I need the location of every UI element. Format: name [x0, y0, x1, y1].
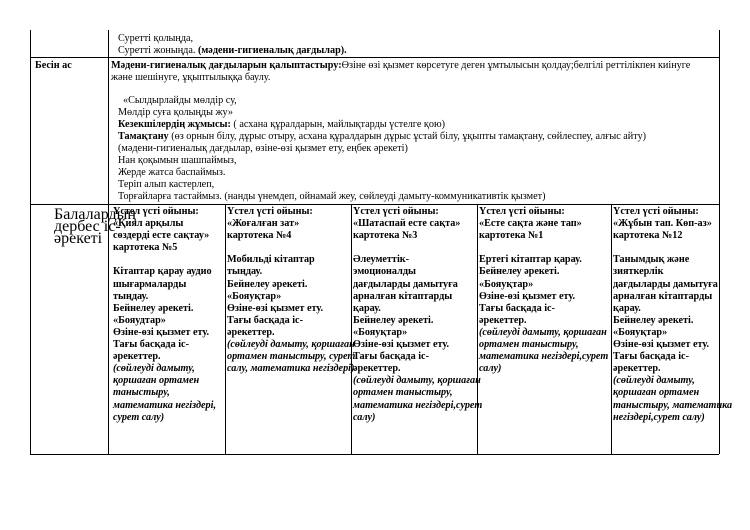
activity-bold-line: Өзіне-өзі қызмет ету. [479, 290, 575, 302]
activity-italic-line: (сөйлеуді дамыту, қоршаған [227, 339, 355, 351]
lunch-intro-bold: Мәдени-гигиеналық дағдыларын қалыптастыру: [111, 60, 342, 71]
activity-bold-line: дағдыларды дамытуға [353, 278, 458, 290]
activity-italic-line: (сөйлеуді дамыту, [613, 375, 695, 387]
activity-bold-line: «Бояуқтар» [227, 290, 282, 302]
activity-bold-line: әрекеттер. [479, 314, 527, 326]
activity-bold-line: Ертегі кітаптар қарау. [479, 254, 582, 266]
activity-italic-line: салу) [353, 411, 376, 423]
lunch-row-label: Бесін ас [35, 60, 72, 71]
table-bottom-border [30, 454, 719, 455]
lunch-poem-line-2: Мөлдір суға қолыңды жу» [118, 107, 233, 118]
activity-italic-line: қоршаған ортамен [613, 387, 700, 399]
activity-bold-line: Тағы басқада іс- [227, 314, 303, 326]
activity-italic-line: математика негіздері,сурет [479, 351, 609, 363]
activity-bold-line: «Қиял арқылы [113, 218, 184, 230]
row-divider-2 [30, 204, 719, 205]
top-row-line-2-bold: (мәдени-гигиеналық дағдылар). [197, 45, 347, 56]
column-divider-5 [611, 204, 612, 454]
lunch-rhyme-1: Нан қоқымын шашпаймыз, [118, 155, 237, 166]
activity-italic-line: математика негіздері, [113, 399, 216, 411]
activity-bold-line: Үстел үсті ойыны: [227, 206, 313, 217]
top-row-line-1: Суреттi қолыңда, [118, 33, 194, 44]
activity-bold-line: «Есте сақта және тап» [479, 218, 582, 230]
activity-bold-line: сөздерді есте сақтау» [113, 230, 210, 242]
activity-bold-line: Тағы басқада іс- [353, 351, 429, 363]
activity-italic-line: сурет салу) [113, 411, 165, 423]
activity-bold-line: Тағы басқада іс- [613, 351, 689, 363]
activity-column-2 [227, 206, 355, 375]
activity-bold-line: тыңдау. [113, 290, 149, 302]
activity-italic-line: қоршаған ортамен [113, 375, 200, 387]
top-row-line-2-text: Суреттi жоныңда. [118, 45, 196, 56]
lunch-duty-line [118, 119, 445, 131]
activity-bold-line [353, 242, 482, 254]
activity-bold-line: эмоционалды [353, 266, 416, 278]
activity-bold-line: картотека №12 [613, 230, 683, 242]
activity-bold-line [113, 254, 216, 266]
lunch-meal-tail: (мәдени-гигиеналық дағдылар, өзіне-өзі қызмет ету, еңбек әрекеті) [118, 143, 408, 154]
lunch-duty-text: ( асхана құралдарын, майлықтарды үстелге қою) [230, 119, 445, 130]
lunch-intro-text: Өзіне өзі қызмет көрсетуге деген ұмтылысын қолдау;белгілі реттілікпен киінуге [341, 60, 691, 71]
activity-bold-line: картотека №3 [353, 230, 418, 242]
activity-bold-line: картотека №4 [227, 230, 292, 242]
activity-bold-line: Мобильді кітаптар [227, 254, 315, 266]
activity-label-line: дербес іс- [54, 218, 121, 236]
top-row-line-2 [118, 45, 347, 57]
activity-label-line: Балалардың [54, 206, 136, 223]
lunch-meal-text: (өз орнын білу, дұрыс отыру, асхана құралдарын дұрыс ұстай білу, ұқыпты тамақтану, сөйлеспеу, алғыс айту) [168, 131, 647, 142]
activity-bold-line: Танымдық және [613, 254, 690, 266]
activity-bold-line: Бейнелеу әрекеті. [227, 278, 308, 290]
lunch-poem-line-1: «Сылдырлайды мөлдір су, [123, 95, 237, 106]
activity-bold-line: «Бояуқтар» [353, 326, 408, 338]
activity-bold-line: «Жоғалған зат» [227, 218, 300, 230]
activity-bold-line: зияткерлік [613, 266, 664, 278]
activity-italic-line: ортамен таныстыру, [479, 339, 579, 351]
activity-bold-line: «Жұбын тап. Көп-аз» [613, 218, 712, 230]
activity-bold-line: Үстел үсті ойыны: [613, 206, 699, 217]
activity-bold-line: дағдыларды дамытуға [613, 278, 718, 290]
activity-bold-line: Өзіне-өзі қызмет ету. [227, 302, 323, 314]
lunch-rhyme-4: Торғайларға тастаймыз. (нанды үнемдеп, ойнамай жеу, сөйлеуді дамыту-коммуникативтік қызмет) [118, 191, 546, 202]
activity-italic-line: ортамен таныстыру, [353, 387, 453, 399]
activity-italic-line: (сөйлеуді дамыту, [113, 363, 195, 375]
activity-column-4 [479, 206, 608, 375]
activity-bold-line: әрекеттер. [227, 326, 275, 338]
activity-bold-line: арналған кітаптарды [353, 290, 453, 302]
activity-italic-line: ортамен таныстыру, сурет [227, 351, 356, 363]
activity-bold-line: «Шатаспай есте сақта» [353, 218, 461, 230]
lunch-meal-bold: Тамақтану [118, 131, 169, 142]
activity-column-3 [353, 206, 482, 424]
row-divider-1 [30, 57, 719, 58]
activity-bold-line: Өзіне-өзі қызмет ету. [113, 326, 209, 338]
lunch-duty-bold: Кезекшілердің жұмысы: [118, 119, 231, 130]
activity-bold-line: Өзіне-өзі қызмет ету. [613, 339, 709, 351]
activity-italic-line: таныстыру, [113, 387, 170, 399]
lunch-meal-line [118, 131, 646, 143]
lunch-intro-line-1 [111, 60, 690, 72]
activity-italic-line: салу, математика негіздері) [227, 363, 355, 375]
activity-bold-line: «Бояудтар» [113, 314, 166, 326]
activity-bold-line: әрекеттер. [113, 351, 161, 363]
activity-bold-line: әрекеттер. [353, 363, 401, 375]
lunch-intro-line-2: және шешінуге, ұқыптылыққа баулу. [111, 72, 271, 83]
activity-bold-line: Тағы басқада іс- [113, 339, 189, 351]
activity-bold-line: «Бояуқтар» [613, 326, 668, 338]
activity-bold-line: қарау. [613, 302, 641, 314]
activity-bold-line: Үстел үсті ойыны: [113, 206, 199, 217]
activity-italic-line: математика негіздері,сурет [353, 399, 483, 411]
activity-bold-line: шығармаларды [113, 278, 187, 290]
activity-bold-line: картотека №5 [113, 242, 178, 254]
activity-bold-line: «Бояуқтар» [479, 278, 534, 290]
activity-bold-line: Тағы басқада іс- [479, 302, 555, 314]
activity-italic-line: (сөйлеуді дамыту, қоршаған [353, 375, 481, 387]
activity-bold-line: әрекеттер. [613, 363, 661, 375]
table-left-border [30, 30, 31, 454]
activity-italic-line: таныстыру, математика [613, 399, 733, 411]
activity-bold-line: Бейнелеу әрекеті. [479, 266, 560, 278]
activity-bold-line: Бейнелеу әрекеті. [613, 314, 694, 326]
activity-bold-line: Үстел үсті ойыны: [353, 206, 439, 217]
activity-bold-line: Бейнелеу әрекеті. [113, 302, 194, 314]
activity-bold-line: картотека №1 [479, 230, 544, 242]
activity-bold-line: арналған кітаптарды [613, 290, 713, 302]
activity-label-line: әрекеті [54, 230, 103, 248]
activity-bold-line: қарау. [353, 302, 381, 314]
activity-italic-line: (сөйлеуді дамыту, қоршаған [479, 326, 607, 338]
activity-bold-line: Әлеуметтік- [353, 254, 410, 266]
activity-bold-line: Өзіне-өзі қызмет ету. [353, 339, 449, 351]
activity-column-5 [613, 206, 732, 424]
activity-bold-line [613, 242, 732, 254]
activity-bold-line: Кітаптар қарау аудио [113, 266, 212, 278]
activity-column-1 [113, 206, 216, 424]
column-divider-2 [225, 204, 226, 454]
lunch-rhyme-3: Теріп алып кастерлеп, [118, 179, 215, 190]
activity-italic-line: салу) [479, 363, 502, 375]
lunch-rhyme-2: Жерде жатса баспаймыз. [118, 167, 226, 178]
activity-bold-line [479, 242, 608, 254]
activity-bold-line [227, 242, 355, 254]
activity-bold-line: Үстел үсті ойыны: [479, 206, 565, 217]
activity-bold-line: Бейнелеу әрекеті. [353, 314, 434, 326]
activity-italic-line: негіздері,сурет салу) [613, 411, 705, 423]
activity-bold-line: тыңдау. [227, 266, 263, 278]
